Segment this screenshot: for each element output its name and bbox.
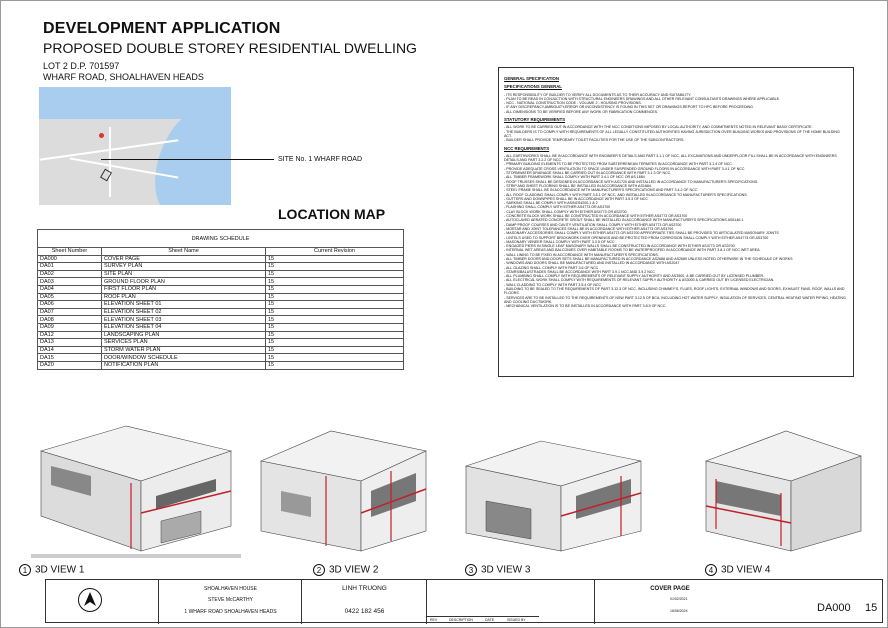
sheet-name-cell: ELEVATION SHEET 03 <box>102 316 266 324</box>
table-row <box>38 339 404 347</box>
spec-line: - ALL TIMBER FRAMEWORK SHALL COMPLY WITH PART 3.4.1 OF NCC OR AS 1684 <box>504 175 645 180</box>
spec-line: - AUTOCLAVED AERATED CONCRETE GROUT SHALL BE INSTALLED IN ACCORDANCE WITH MANUFACTURER'S SPECIFICATIONS AS5146.1 <box>504 218 744 223</box>
table-row <box>38 293 404 301</box>
sheet-number-cell: DA08 <box>38 316 102 324</box>
general-specification <box>498 67 854 377</box>
sheet-name-cell: LANDSCAPING PLAN <box>102 331 266 339</box>
view-label-4: 4 3D VIEW 4 <box>705 564 770 576</box>
project-cell <box>158 580 301 624</box>
sheet-name-cell: STORM WATER PLAN <box>102 346 266 354</box>
sea-area <box>187 87 231 205</box>
sheet-number-cell: DA14 <box>38 346 102 354</box>
spec-line: - SERVICES ARE TO BE INSTALLED TO THE REQUIREMENTS OF NSW PART 3.12.5 OF BCA, INCLUDING HOT WATER SUPPLY, INSULATION OF SERVICES, CENTRAL HEATING WATER PIPING, HEATING AND COOLING DUCTWORK. <box>504 295 846 304</box>
revision-cell: 15 <box>266 346 404 354</box>
spec-line: - PLAN TO BE READ IN CONJUCTION WITH STRUCTURAL ENGINEERS DRAWINGS AND ALL OTHER RELEVANT CONSULTANTS DRAWINGS WHERE APPLICABLE. <box>504 96 781 101</box>
spec-line: - SARKING SHALL BE COMPLY WITH AS/NZS4200.1 & 2 <box>504 201 598 206</box>
spec-line: - BUILDING TO BE SEALED TO THE REQUIREMENTS OF PART 3.12.3 OF NCC, INCLUDING CHIMNEY'S, FLUES, ROOF LIGHTS, EXTERNAL WINDOWS AND DOORS, EXHAUST FANS, ROOF, WALLS AND FLOORS. <box>504 287 845 296</box>
spec-line: - ENGAGED PIERS IN SINGLE LEAF MASONARY WALLS SHALL BE CONSTRUCTED IN ACCORDANCE WITH EITHER AS4773 OR AS3700 <box>504 244 735 249</box>
designer-phone: 0422 182 456 <box>344 608 385 615</box>
client-name: STEVE McCARTHY <box>208 597 253 603</box>
sheet-name-cell: ELEVATION SHEET 01 <box>102 301 266 309</box>
revision-cell: 15 <box>266 293 404 301</box>
lot-number: LOT 2 D.P. 701597 <box>43 61 120 71</box>
spec-line: - MECHANICAL VENTILATION IS TO BE INSTALLED IN ACCORDANCE WITH PART 3.8.5 OF NCC. <box>504 304 667 309</box>
sheet-number-cell: DA01 <box>38 263 102 271</box>
sheet-name-cell: DOOR/WINDOW SCHEDULE <box>102 354 266 362</box>
sheet-number-cell: DA20 <box>38 361 102 369</box>
sheet-number-cell: DA09 <box>38 323 102 331</box>
spec-line: - STEEL FRAME SHALL BE IN ACCORDANCE WITH MANUFACTURER'S SPECIFICATIONS AND PART 3.4.2 OF NCC <box>504 188 698 193</box>
col-sheet-number: Sheet Number <box>38 248 102 256</box>
spec-line: - LINTELS USED TO SUPPORT BRICKWORK OVER OPENINGS AND BE PROTECTED FROM CORROSION SHALL COMPLY WITH EITHER AS4773 OR AS3700 <box>504 235 769 240</box>
revision-cell: 15 <box>266 301 404 309</box>
spec-line: - DAMP PROOF COURSES AND CAVITY VENTILATION SHALL COMPLY WITH EITHER AS4773 OR AS3700 <box>504 222 682 227</box>
spec-line: - ALL PLUMBING SHALL COMPLY WITH REQUIREMENTS OF RELEVANT SUPPLY AUTHORITY AND AS3500, & BE CARRIED OUT BY LICENSED PLUMBER. <box>504 274 765 279</box>
sheet-number-cell: DA06 <box>38 301 102 309</box>
table-row <box>38 354 404 362</box>
sheet-revision: 15 <box>865 602 878 614</box>
spec-line: - PROVIDE ADEQUATE CROSS VENTILATION TO SPACE UNDER SUSPENDED GROUND FLOORS IN ACCORDANCE WITH PART 3.4.1 OF NCC <box>504 166 745 171</box>
table-row <box>38 255 404 263</box>
spec-line: - INTERNAL WET AREAS AND BALCONIES OVER HABITABLE ROOMS TO BE WATERPROOFED IN ACCORDANCE WITH PART 3.8.1 OF NCC WET AREA. <box>504 248 761 253</box>
location-map-caption: LOCATION MAP <box>278 206 386 222</box>
spec-line: - CLAY BLOCK WORK SHALL COMPLY WITH EITHER AS4773 OR AS3700 <box>504 209 627 214</box>
sheet-name-cell: ROOF PLAN <box>102 293 266 301</box>
spec-line: - ALL ROOF CLADDING SHALL COMPLY WITH PART 3.5.1 OF NCC, AND INSTALLED IN ACCORDANCE TO MANUFACTURER'S SPECIFICATIONS. <box>504 192 748 197</box>
spec-line: - WALL LINING TO BE FIXED IN ACCORDANCE WITH MANUFACTURER'S SPECIFICATIONS. <box>504 252 659 257</box>
spec-line: - MASONARY VENEER SHALL COMPLY WITH PART 3.3.5 OF NCC <box>504 239 615 244</box>
sheet-name-cell: GROUND FLOOR PLAN <box>102 278 266 286</box>
table-row <box>38 301 404 309</box>
3d-view-1 <box>31 421 241 561</box>
sheet-name-cell: FIRST FLOOR PLAN <box>102 285 266 293</box>
site-label: SITE No. 1 WHARF ROAD <box>278 156 363 163</box>
spec-line: - STAIRS/BALUSTRADES SHALL BE ACCORDANCE WITH PART 3.9.1 NCC AND 3.9.2 NCC <box>504 269 655 274</box>
spec-line: - ALL DIMENSIONS TO BE VERIFIED BEFORE ANY WORK OR FABRICATION COMMENCES. <box>504 109 659 114</box>
schedule-title: DRAWING SCHEDULE <box>38 230 404 248</box>
spec-line: - ALL EARTHWORKS SHALL BE IN ACCORDANCE WITH ENGINEER'S DETAILS AND PART 3.1.1 OF NCC. ALL EXCAVATIONS AND UNDERFLOOR FILL SHALL BE IN ACCORDANCE WITH ENGINEERS DETAILS AND PART 3.2.2 OF NCC. <box>504 153 837 163</box>
title-block <box>45 579 883 623</box>
location-map <box>39 87 231 205</box>
sheet-title: COVER PAGE <box>650 586 690 592</box>
col-current-revision: Current Revision <box>266 248 404 256</box>
spec-line: - WALL CLADDING TO COMPLY WITH PART 3.5.4 OF NCC <box>504 282 602 287</box>
spec-line: - ROOF TRUSSES SHALL BE DESIGNED IN ACCORDANCE WITH AS1720 AND INSTALLED IN ACCORDANCE TO MANUFACTURER'S SPECIFICATIONS. <box>504 179 759 184</box>
revision-header: REV DESCRIPTION DATE ISSUED BY <box>427 616 539 624</box>
3d-view-3 <box>461 421 646 561</box>
3d-view-4 <box>696 421 866 561</box>
sheet-number-cell: DA03 <box>38 278 102 286</box>
page-subtitle: PROPOSED DOUBLE STOREY RESIDENTIAL DWELLING <box>43 40 417 56</box>
view-label-1: 1 3D VIEW 1 <box>19 564 84 576</box>
3d-view-2 <box>251 421 431 561</box>
revision-cell: 15 <box>266 270 404 278</box>
table-row <box>38 263 404 271</box>
designer-cell <box>301 580 426 624</box>
spec-line: - ALL TIMBER DOORS AND DOOR SETS SHALL BE MANUFACTURED IN ACCORDANCE AS2688 AND AS2689 UNLESS NOTED OTHERWISE IN THE SCHEDULE OF WORKS <box>504 256 793 261</box>
spec-line: - BUILDER SHALL PROVIDE TEMPORARY TOILET FACILITIES FOR THE USE OF THE SUBCONTRACTORS. <box>504 138 685 143</box>
sheet-number-cell: DA05 <box>38 293 102 301</box>
revision-cell: 15 <box>266 354 404 362</box>
sheet-name-cell: SURVEY PLAN <box>102 263 266 271</box>
spec-line: - STORMWATER DRAINAGE SHALL BE CARRIED OUT IN ACCORDANCE WITH PART 3.1.3 OF NCC. <box>504 171 672 176</box>
spec-section-title: STATUTORY REQUIREMENTS <box>504 117 566 123</box>
sheet-number-cell: DA02 <box>38 270 102 278</box>
table-row <box>38 278 404 286</box>
table-row <box>38 308 404 316</box>
table-row <box>38 323 404 331</box>
map-pin-icon <box>99 133 104 138</box>
spec-line: - WINDOWS AND DOORS SHALL BE MANUFACTURED AND INSTALLED IN ACCORDANCE WITH AS2047 <box>504 261 680 266</box>
spec-line: - ALL WORK TO BE CARRIED OUT IN ACCORDANCE WITH THE NCC CONDITIONS IMPOSED BY LOCAL AUTHORITY, AND COMMITMENTS NOTED IN RELEVANT BASIX CERTIFICATE. <box>504 125 813 130</box>
sheet-number-cell: DA07 <box>38 308 102 316</box>
table-row <box>38 331 404 339</box>
spec-line: - IF ANY DISCREPANCY,AMBIGUITY,ERROR OR INCONSISTENCY IS FOUND IN THIS SET OR DRAWINGS,REPORT TO HPC BEFORE PROCEEDING. <box>504 105 754 110</box>
spec-line: - PRIMARY BUILDING ELEMENTS TO BE PROTECTED FROM SUBTERRENEAN TERMITES IN ACCORDANCE WITH PART 3.1.4 OF NCC. <box>504 162 733 167</box>
view-label-3: 3 3D VIEW 3 <box>465 564 530 576</box>
north-arrow-icon <box>78 588 102 612</box>
spec-line: - FLASHING SHALL COMPLY WITH EITHER AS4773 OR AS3700 <box>504 205 611 210</box>
sheet-number-cell: DA13 <box>38 339 102 347</box>
table-row <box>38 270 404 278</box>
spec-line: - ALL ELECTRICAL WORK SHALL COMPLY WITH REQUIREMENTS OF RELEVANT SUPPLY AUTHORITY & AS3000 & CARRIED OUT BY LICENSED ELECTRICIAN. <box>504 278 775 283</box>
spec-line: - MASONARY ACCESSORIES SHALL COMPLY WITH EITHER AS4773 OR AS3700 APPROPRIATE TIES SHALL BE PROVIDED TO ARTICULATED MASONARY JOINTS <box>504 231 779 236</box>
sheet-name-cell: ELEVATION SHEET 04 <box>102 323 266 331</box>
revision-cell: 15 <box>266 361 404 369</box>
spec-line: - CONCRETE BLOCK WORK SHALL BE CONSTRUCTED IN ACCORDANCE WITH EITHER AS4773 OR AS3700 <box>504 214 688 219</box>
spec-line: - ITS RESPONSIBILITY OF BUILDER TO VERIFY ALL DOCUMENTS AS TO THEIR ACCURACY AND SUITABILITY. <box>504 92 692 97</box>
col-sheet-name: Sheet Name <box>102 248 266 256</box>
revision-cell <box>426 580 538 624</box>
sheet-number-cell: DA000 <box>38 255 102 263</box>
project-address: 1 WHARF ROAD SHOALHAVEN HEADS <box>184 609 277 615</box>
site-leader-line <box>101 159 274 160</box>
table-row <box>38 316 404 324</box>
sheet-name-cell: SERVICES PLAN <box>102 339 266 347</box>
spec-line: - MORTAR AND JOINT TOLERANCES SHALL BE IN ACCORDANCE WITH EITHER AS4773 OR AS3700 <box>504 226 674 231</box>
site-address: WHARF ROAD, SHOALHAVEN HEADS <box>43 72 204 82</box>
table-row <box>38 346 404 354</box>
map-road <box>109 127 111 197</box>
spec-line: - STRIP AND SHEET FLOORING SHALL BE INSTALLED IN ACCORDANCE WITH AS1684 <box>504 183 651 188</box>
revision-cell: 15 <box>266 316 404 324</box>
revision-cell: 15 <box>266 263 404 271</box>
revision-cell: 15 <box>266 278 404 286</box>
spec-section-title: SPECIFICATIONS GENERAL <box>504 84 562 90</box>
sheet-name-cell: ELEVATION SHEET 02 <box>102 308 266 316</box>
spec-line: - THE BUILDERS IS TO COMPLY WITH REQUIREMENTS OF ALL LEGALLY CONSTITUTED AUTHORITIES HAVING JURISDICTION OVER BUILDING WORKS AND PROVISIONS OF THE HOME BUILDING ACT. <box>504 129 840 138</box>
spec-section-title: NCC REQUIREMENTS <box>504 145 550 151</box>
spec-line: - GUTTERS AND DOWNPIPES SHALL BE IN ACCORDANCE WITH PART 3.5.3 OF NCC <box>504 196 648 201</box>
drawing-schedule-table <box>37 229 404 370</box>
revision-cell: 15 <box>266 331 404 339</box>
sheet-number-cell: DA15 <box>38 354 102 362</box>
project-name: SHOALHAVEN HOUSE <box>204 586 257 592</box>
spec-line: - ALL GLAZING SHALL COMPLY WITH PART 3.6 OF NCC <box>504 265 599 270</box>
revision-cell: 15 <box>266 255 404 263</box>
revision-cell: 15 <box>266 285 404 293</box>
sheet-name-cell: NOTIFICATION PLAN <box>102 361 266 369</box>
designer-name: LINH TRUONG <box>342 585 387 592</box>
revision-cell: 15 <box>266 339 404 347</box>
revision-cell: 15 <box>266 308 404 316</box>
spec-heading: GENERAL SPECIFICATION <box>504 76 559 81</box>
revision-date: 16/06/2024 <box>670 609 688 613</box>
revision-cell: 15 <box>266 323 404 331</box>
sheet-number: DA000 <box>817 602 851 614</box>
sheet-name-cell: SITE PLAN <box>102 270 266 278</box>
sheet-info-cell <box>594 580 884 624</box>
table-row <box>38 361 404 369</box>
issue-date: 01/02/2021 <box>670 597 688 601</box>
sheet-number-cell: DA04 <box>38 285 102 293</box>
sheet-number-cell: DA12 <box>38 331 102 339</box>
page-title: DEVELOPMENT APPLICATION <box>43 20 281 37</box>
spec-line: - NCC - NATIONAL CONSTRUCTION CODE - VOLUME 2 - HOUSING PROVISIONS. <box>504 101 642 106</box>
view-label-2: 2 3D VIEW 2 <box>313 564 378 576</box>
table-row <box>38 285 404 293</box>
sheet-name-cell: COVER PAGE <box>102 255 266 263</box>
